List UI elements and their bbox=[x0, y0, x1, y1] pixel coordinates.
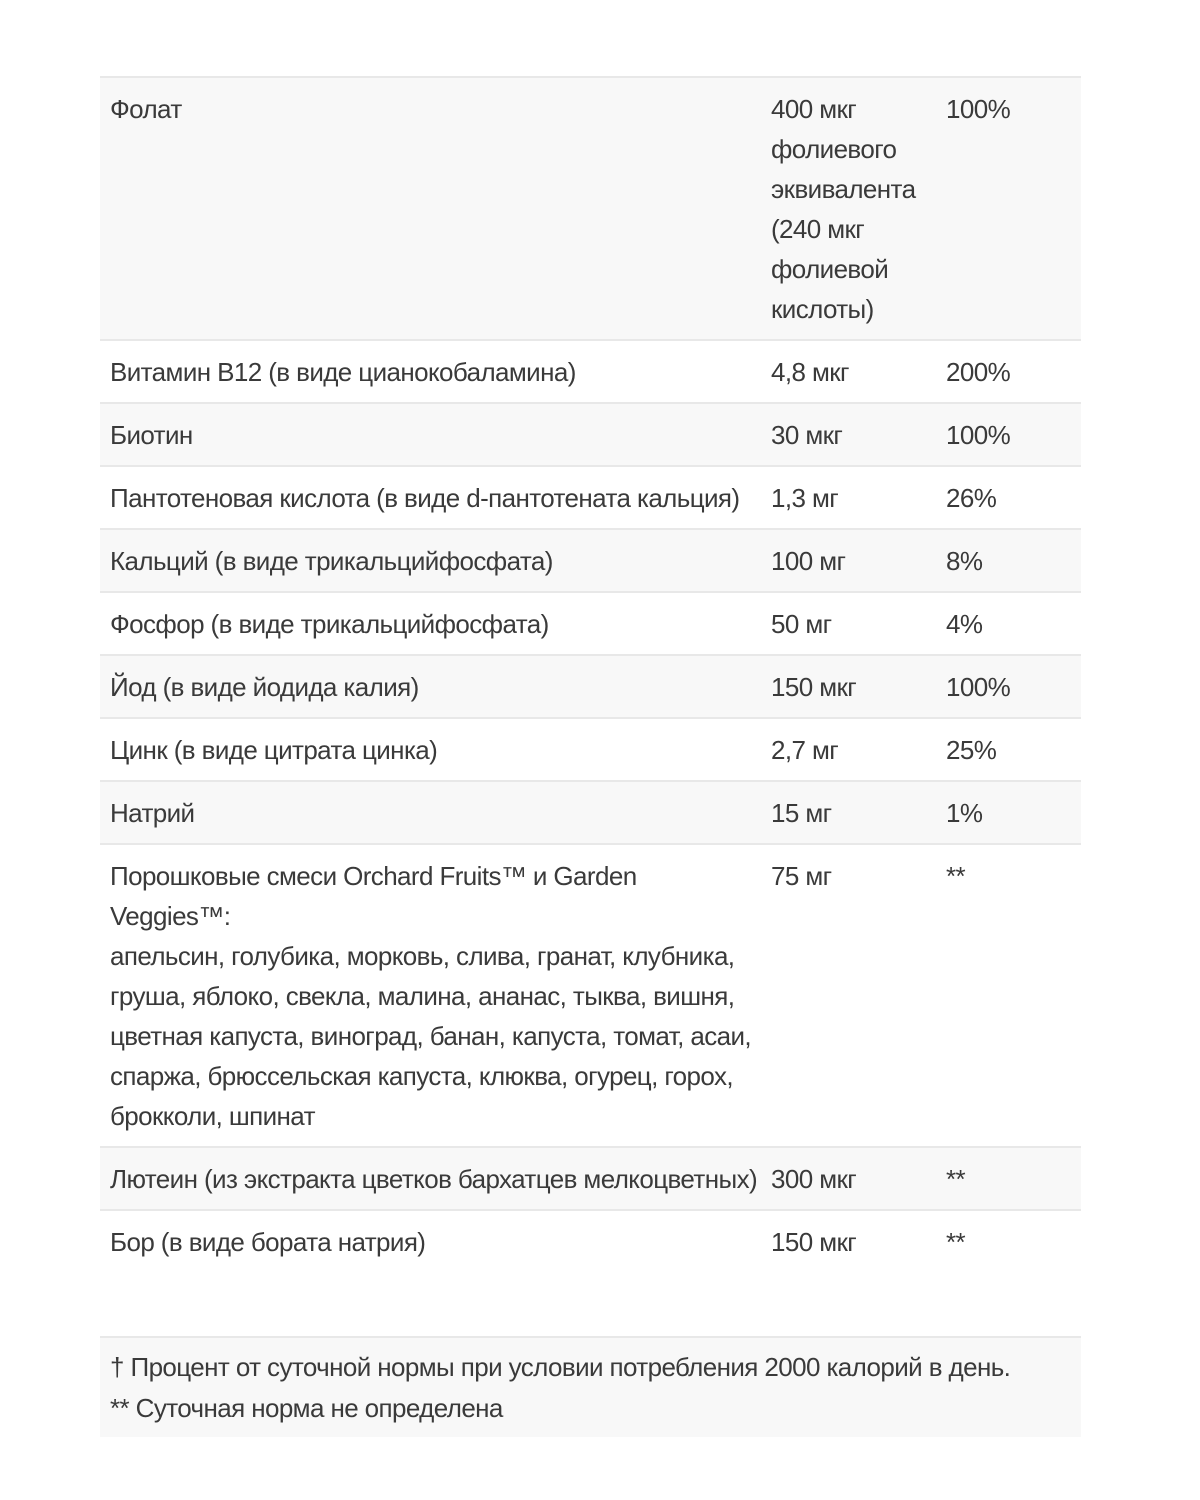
footnote-not-established: ** Суточная норма не определена bbox=[110, 1393, 503, 1423]
nutrient-daily-value: 4% bbox=[936, 592, 1081, 655]
nutrient-daily-value: 25% bbox=[936, 718, 1081, 781]
nutrient-name: Витамин B12 (в виде цианокобаламина) bbox=[100, 340, 761, 403]
nutrient-amount: 100 мг bbox=[761, 529, 936, 592]
nutrient-daily-value: 1% bbox=[936, 781, 1081, 844]
nutrient-amount: 4,8 мкг bbox=[761, 340, 936, 403]
blend-ingredients: апельсин, голубика, морковь, слива, гранат, клубника, груша, яблоко, свекла, малина, ананас, тыква, вишня, цветная капуста, виноград, банан, капуста, томат, асаи, спаржа, брюссельская капуста, клюква, огурец, горох, брокколи, шпинат bbox=[110, 941, 752, 1131]
nutrient-daily-value: 100% bbox=[936, 403, 1081, 466]
table-row-vitamin-b12 bbox=[100, 340, 1081, 403]
nutrient-amount: 75 мг bbox=[761, 844, 936, 1147]
nutrient-name: Фосфор (в виде трикальцийфосфата) bbox=[100, 592, 761, 655]
nutrient-daily-value: 100% bbox=[936, 77, 1081, 340]
nutrient-daily-value: 8% bbox=[936, 529, 1081, 592]
table-row-folate bbox=[100, 77, 1081, 340]
table-row-pantothenic-acid bbox=[100, 466, 1081, 529]
table-row-boron bbox=[100, 1210, 1081, 1272]
table-row-sodium bbox=[100, 781, 1081, 844]
table-row-zinc bbox=[100, 718, 1081, 781]
nutrient-daily-value: 200% bbox=[936, 340, 1081, 403]
footnotes bbox=[100, 1336, 1081, 1437]
table-row-iodine bbox=[100, 655, 1081, 718]
nutrition-table-container bbox=[100, 76, 1081, 1272]
nutrient-daily-value: 26% bbox=[936, 466, 1081, 529]
table-row-calcium bbox=[100, 529, 1081, 592]
nutrient-name: Лютеин (из экстракта цветков бархатцев мелкоцветных) bbox=[100, 1147, 761, 1210]
nutrient-amount: 2,7 мг bbox=[761, 718, 936, 781]
table-row-lutein bbox=[100, 1147, 1081, 1210]
nutrient-name: Порошковые смеси Orchard Fruits™ и Garden Veggies™: bbox=[110, 861, 637, 931]
nutrient-name: Натрий bbox=[100, 781, 761, 844]
nutrient-amount: 15 мг bbox=[761, 781, 936, 844]
nutrient-daily-value: ** bbox=[936, 1147, 1081, 1210]
nutrient-amount: 30 мкг bbox=[761, 403, 936, 466]
nutrient-amount: 150 мкг bbox=[761, 655, 936, 718]
nutrient-amount: 50 мг bbox=[761, 592, 936, 655]
nutrient-name-cell bbox=[100, 844, 761, 1147]
table-row-fruit-veggie-blend bbox=[100, 844, 1081, 1147]
nutrient-name: Йод (в виде йодида калия) bbox=[100, 655, 761, 718]
nutrient-name: Бор (в виде бората натрия) bbox=[100, 1210, 761, 1272]
nutrient-name: Цинк (в виде цитрата цинка) bbox=[100, 718, 761, 781]
nutrition-table bbox=[100, 76, 1081, 1272]
nutrient-amount: 150 мкг bbox=[761, 1210, 936, 1272]
nutrient-amount: 1,3 мг bbox=[761, 466, 936, 529]
nutrient-name: Пантотеновая кислота (в виде d-пантотената кальция) bbox=[100, 466, 761, 529]
nutrient-daily-value: 100% bbox=[936, 655, 1081, 718]
table-row-biotin bbox=[100, 403, 1081, 466]
nutrient-name: Фолат bbox=[100, 77, 761, 340]
nutrient-amount: 300 мкг bbox=[761, 1147, 936, 1210]
table-row-phosphorus bbox=[100, 592, 1081, 655]
nutrient-daily-value: ** bbox=[936, 1210, 1081, 1272]
nutrient-amount: 400 мкг фолиевого эквивалента (240 мкг фолиевой кислоты) bbox=[761, 77, 936, 340]
nutrient-name: Кальций (в виде трикальцийфосфата) bbox=[100, 529, 761, 592]
footnote-daily-value-basis: † Процент от суточной нормы при условии потребления 2000 калорий в день. bbox=[110, 1352, 1011, 1382]
nutrient-name: Биотин bbox=[100, 403, 761, 466]
nutrient-daily-value: ** bbox=[936, 844, 1081, 1147]
